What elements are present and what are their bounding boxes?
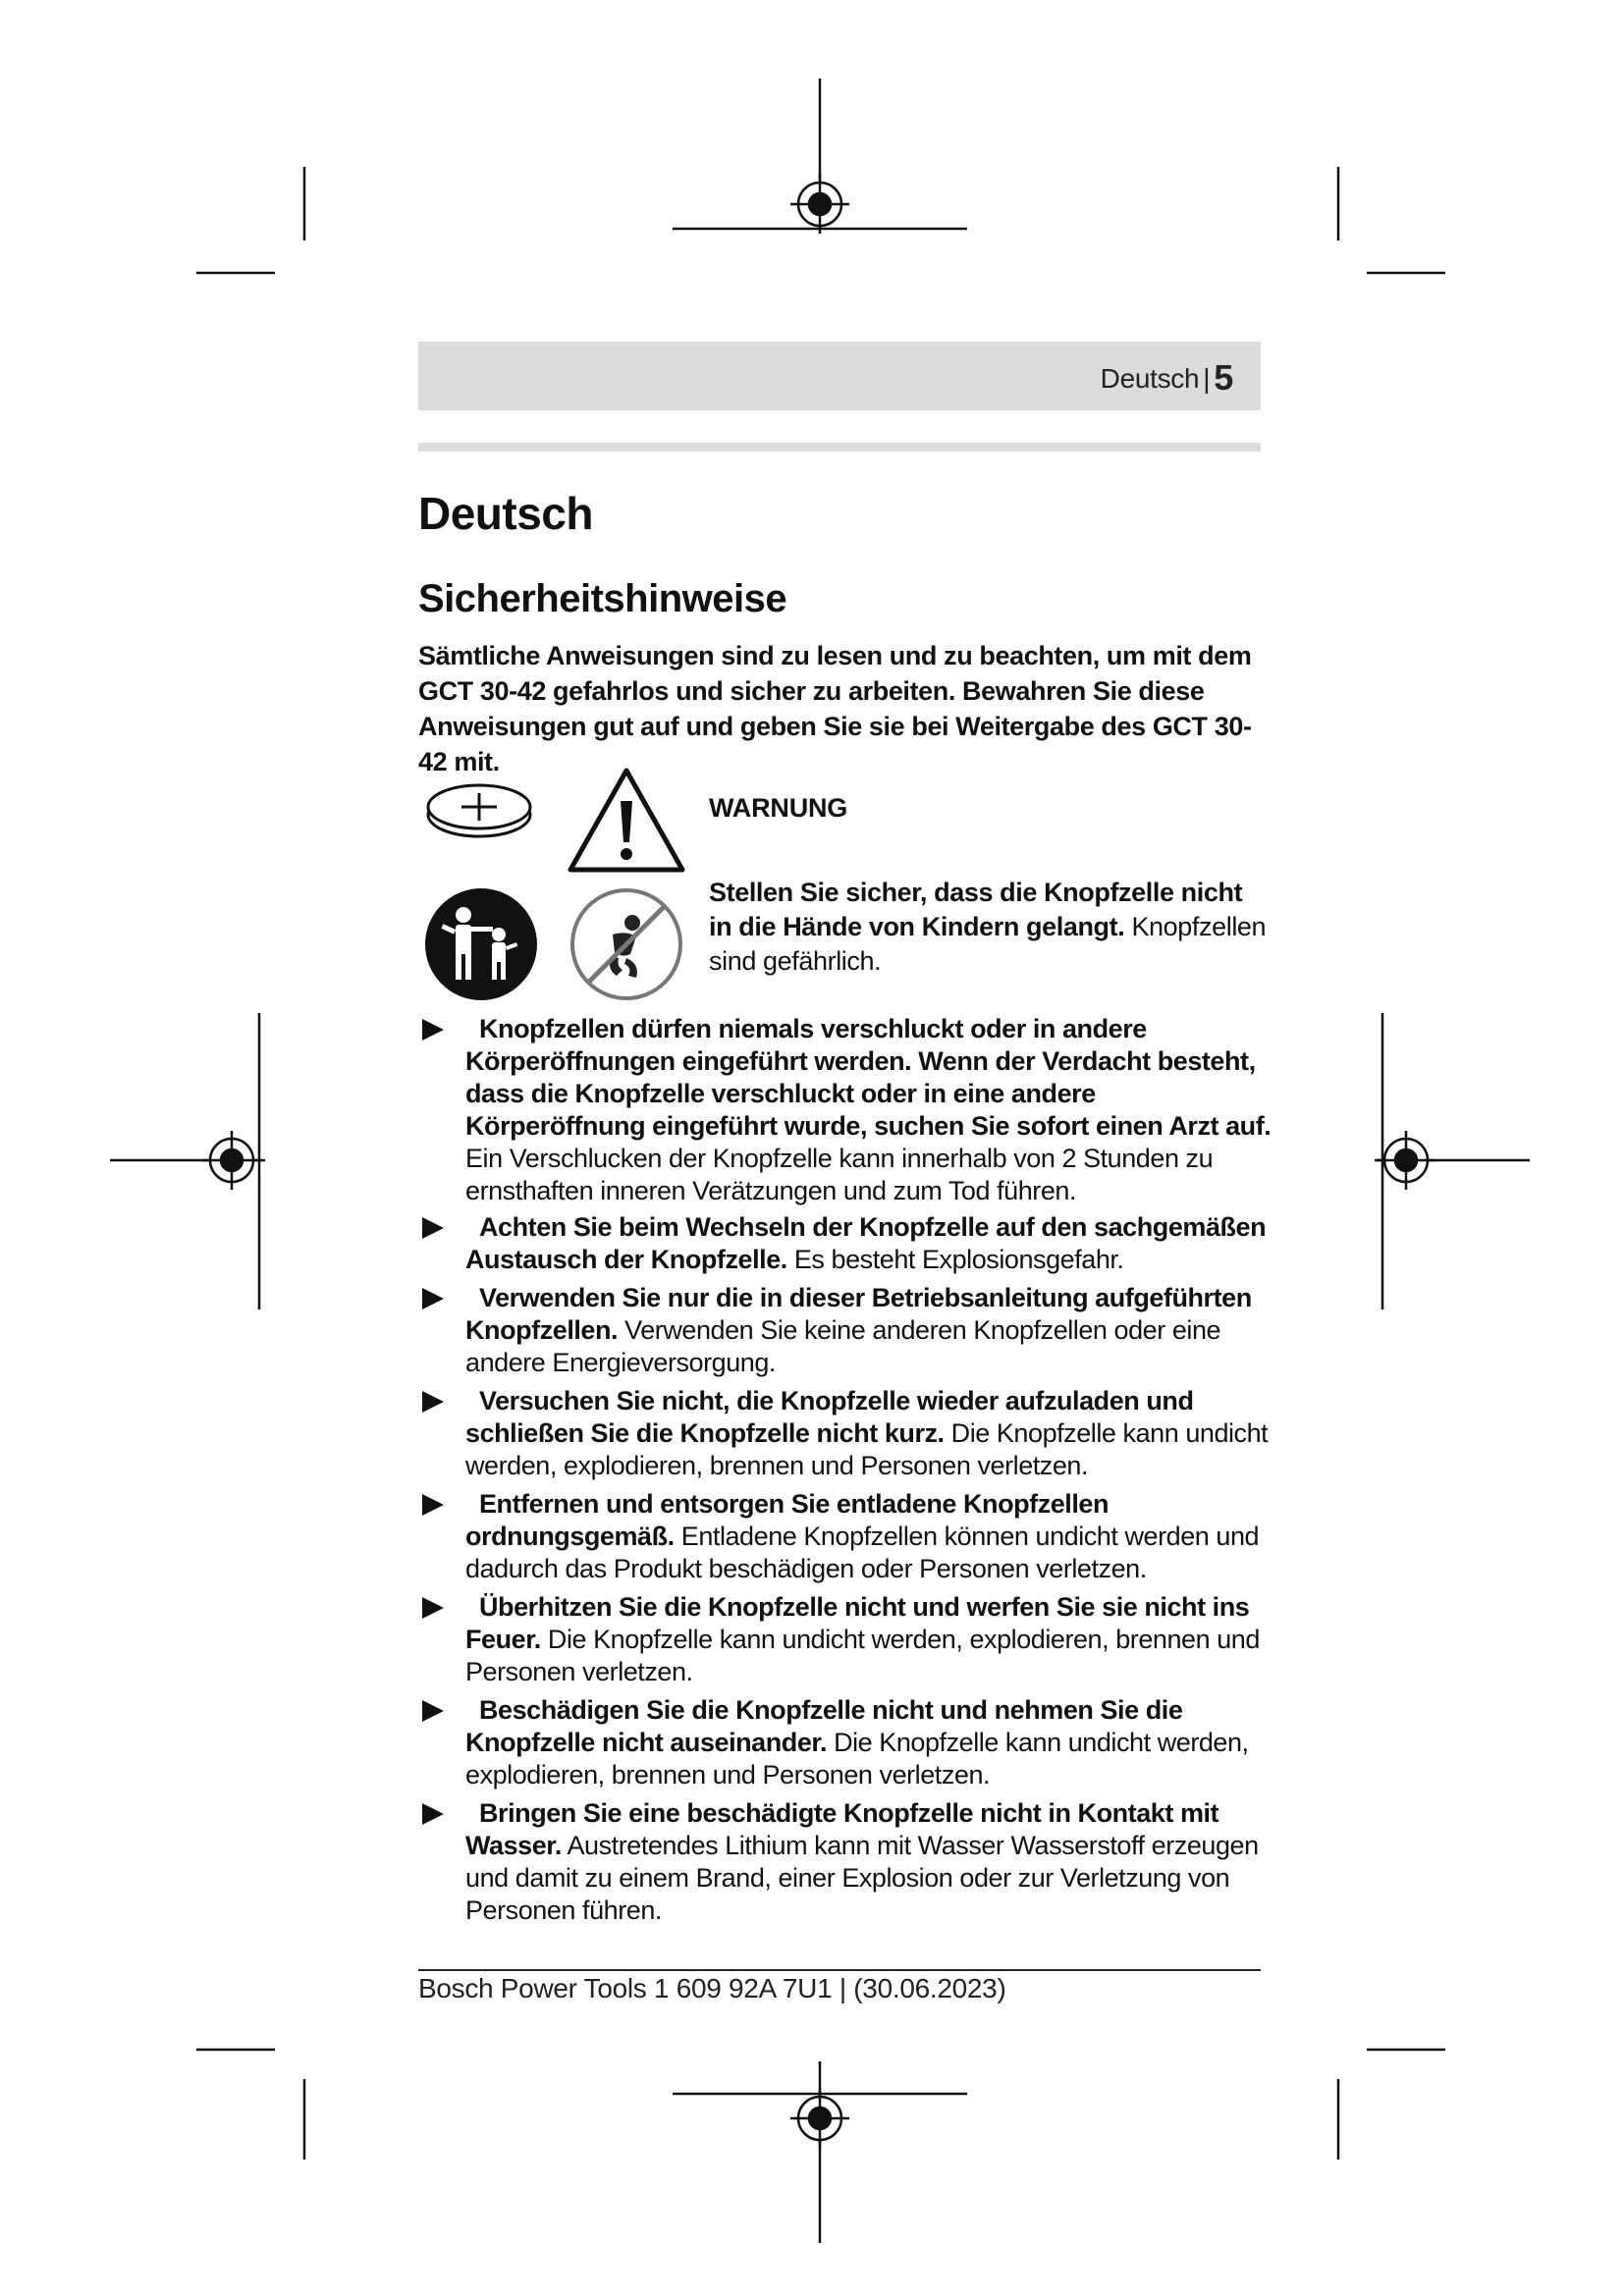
- item-text: Entladene Knopfzellen können undicht werden und dadurch das Produkt beschädigen oder Personen verletzen.: [465, 1522, 1260, 1583]
- item-bold: Entfernen und entsorgen Sie entladene Knopfzellen ordnungsgemäß.: [465, 1489, 1110, 1551]
- warning-triangle-icon: [566, 766, 687, 874]
- page-number: 5: [1214, 357, 1233, 398]
- item-bold: Verwenden Sie nur die in dieser Betriebsanleitung aufgeführten Knopfzellen.: [465, 1283, 1252, 1345]
- item-text: Die Knopfzelle kann undicht werden, explodieren, brennen und Personen verletzen.: [465, 1728, 1249, 1789]
- item-bold: Überhitzen Sie die Knopfzelle nicht und werfen Sie sie nicht ins Feuer.: [465, 1592, 1250, 1654]
- bullet-triangle-icon: [422, 1217, 444, 1239]
- list-item: [418, 1211, 1272, 1276]
- no-swallowing-icon: [568, 885, 685, 1003]
- page-footer: Bosch Power Tools 1 609 92A 7U1 | (30.06.2023): [418, 1973, 1006, 2003]
- list-item: [418, 1013, 1272, 1207]
- bullet-triangle-icon: [422, 1288, 444, 1309]
- list-item: [418, 1385, 1272, 1482]
- safety-instructions-list: [418, 1013, 1272, 1933]
- keep-away-from-children-icon: [422, 885, 540, 1003]
- bullet-triangle-icon: [422, 1700, 444, 1722]
- warning-bold: Stellen Sie sicher, dass die Knopfzelle nicht in die Hände von Kindern gelangt.: [709, 878, 1243, 941]
- item-text: Ein Verschlucken der Knopfzelle kann innerhalb von 2 Stunden zu ernsthaften inneren Verätzungen und zum Tod führen.: [465, 1144, 1214, 1205]
- item-bold: Bringen Sie eine beschädigte Knopfzelle nicht in Kontakt mit Wasser.: [465, 1798, 1219, 1860]
- warning-text: [709, 876, 1269, 979]
- header-separator: |: [1203, 363, 1211, 394]
- bullet-triangle-icon: [422, 1494, 444, 1516]
- registration-mark-right: [1377, 1131, 1435, 1190]
- bullet-triangle-icon: [422, 1391, 444, 1413]
- item-text: Die Knopfzelle kann undicht werden, explodieren, brennen und Personen verletzen.: [465, 1625, 1260, 1686]
- page-title: Deutsch: [418, 488, 593, 539]
- warning-label: WARNUNG: [709, 793, 848, 823]
- header-label: [1101, 355, 1233, 397]
- list-item: [418, 1282, 1272, 1379]
- item-text: Es besteht Explosionsgefahr.: [786, 1245, 1124, 1274]
- list-item: [418, 1488, 1272, 1585]
- section-title: Sicherheitshinweise: [418, 577, 787, 620]
- item-text: Verwenden Sie keine anderen Knopfzellen oder eine andere Energieversorgung.: [465, 1315, 1221, 1377]
- header-rule: [418, 443, 1261, 452]
- list-item: [418, 1797, 1272, 1927]
- warning-normal: Knopfzellen sind gefährlich.: [709, 912, 1267, 976]
- registration-mark-top: [790, 175, 849, 234]
- item-bold: Knopfzellen dürfen niemals verschluckt oder in andere Körperöffnungen eingeführt werden. Wenn der Verdacht besteht, dass die Knopfzelle verschluckt oder in eine andere Körperöffnung eingeführt wurde, suchen Sie sofort einen Arzt auf.: [465, 1014, 1272, 1141]
- list-item: [418, 1591, 1272, 1688]
- registration-mark-left: [202, 1131, 261, 1190]
- item-bold: Versuchen Sie nicht, die Knopfzelle wieder aufzuladen und schließen Sie die Knopfzelle nicht kurz.: [465, 1386, 1194, 1448]
- page-header: [418, 342, 1261, 410]
- list-item: [418, 1694, 1272, 1791]
- coin-cell-battery-icon: [424, 775, 534, 844]
- item-text: Die Knopfzelle kann undicht werden, explodieren, brennen und Personen verletzen.: [465, 1418, 1269, 1480]
- bullet-triangle-icon: [422, 1597, 444, 1619]
- registration-mark-bottom: [790, 2089, 849, 2148]
- footer-rule: [418, 1969, 1261, 1971]
- item-text: Austretendes Lithium kann mit Wasser Wasserstoff erzeugen und damit zu einem Brand, einer Explosion oder zur Verletzung von Personen führen.: [465, 1831, 1259, 1925]
- header-section: Deutsch: [1100, 363, 1200, 394]
- bullet-triangle-icon: [422, 1803, 444, 1825]
- item-bold: Beschädigen Sie die Knopfzelle nicht und nehmen Sie die Knopfzelle nicht auseinander.: [465, 1695, 1183, 1757]
- intro-paragraph: Sämtliche Anweisungen sind zu lesen und zu beachten, um mit dem GCT 30-42 gefahrlos und sicher zu arbeiten. Bewahren Sie diese Anweisungen gut auf und geben Sie sie bei Weitergabe des GCT 30-42 mit.: [418, 641, 1252, 776]
- item-bold: Achten Sie beim Wechseln der Knopfzelle auf den sachgemäßen Austausch der Knopfzelle.: [465, 1212, 1267, 1274]
- bullet-triangle-icon: [422, 1019, 444, 1041]
